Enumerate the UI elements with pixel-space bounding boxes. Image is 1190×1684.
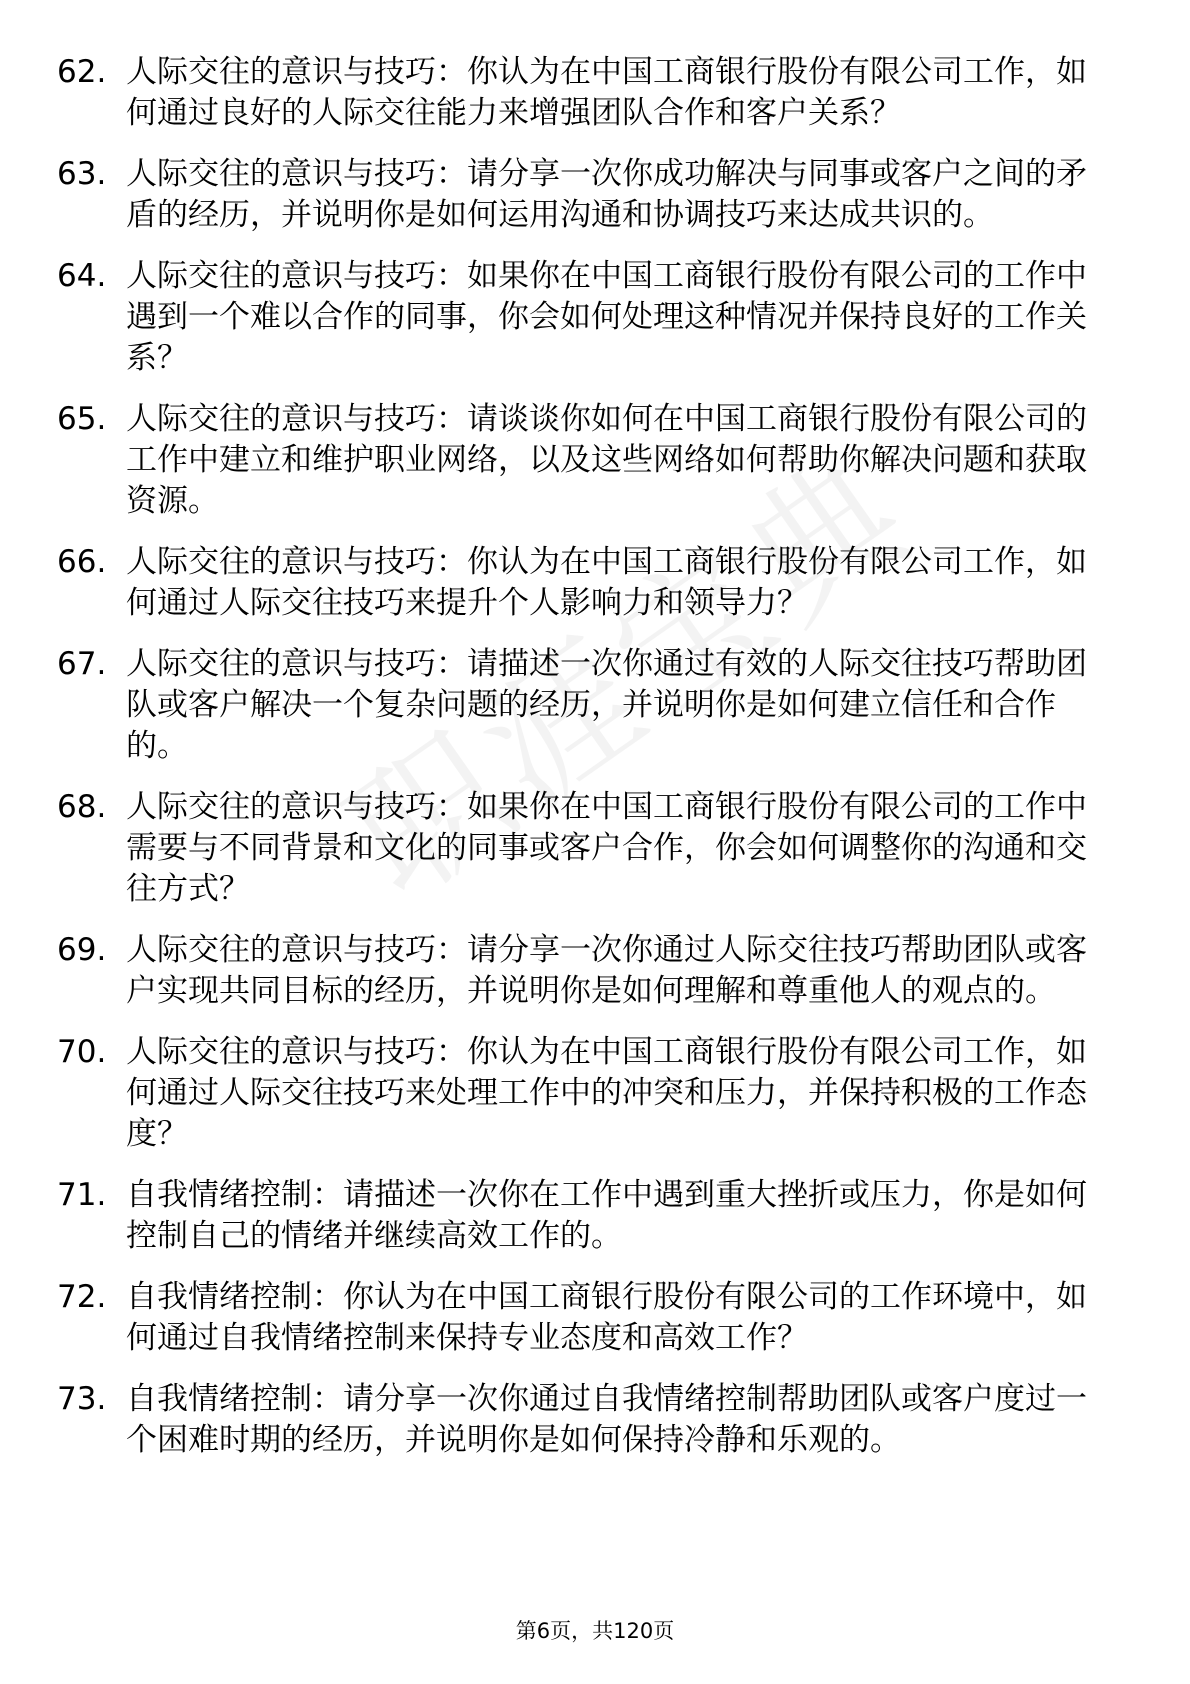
question-item <box>57 1379 1117 1461</box>
question-number: 62. <box>57 54 107 90</box>
question-item <box>57 399 1117 522</box>
question-item <box>57 1175 1117 1257</box>
question-text: 自我情绪控制：请分享一次你通过自我情绪控制帮助团队或客户度过一个困难时期的经历，并说明你是如何保持冷静和乐观的。 <box>126 1381 1087 1458</box>
question-number: 66. <box>57 544 107 580</box>
question-number: 64. <box>57 258 107 294</box>
question-number: 68. <box>57 789 107 825</box>
question-item <box>57 154 1117 236</box>
question-item <box>57 644 1117 767</box>
question-item <box>57 542 1117 624</box>
question-number: 69. <box>57 932 107 968</box>
question-text: 人际交往的意识与技巧：如果你在中国工商银行股份有限公司的工作中遇到一个难以合作的同事，你会如何处理这种情况并保持良好的工作关系？ <box>126 258 1087 376</box>
question-number: 70. <box>57 1034 107 1070</box>
question-text: 人际交往的意识与技巧：请分享一次你成功解决与同事或客户之间的矛盾的经历，并说明你是如何运用沟通和协调技巧来达成共识的。 <box>126 156 1087 233</box>
question-item <box>57 256 1117 379</box>
page-footer <box>0 1618 1190 1644</box>
question-number: 72. <box>57 1279 107 1315</box>
question-text: 人际交往的意识与技巧：如果你在中国工商银行股份有限公司的工作中需要与不同背景和文化的同事或客户合作，你会如何调整你的沟通和交往方式？ <box>126 789 1087 907</box>
question-number: 73. <box>57 1381 107 1417</box>
question-list <box>57 52 1117 1481</box>
question-item <box>57 787 1117 910</box>
question-number: 63. <box>57 156 107 192</box>
question-number: 71. <box>57 1177 107 1213</box>
question-item <box>57 1032 1117 1155</box>
question-item <box>57 930 1117 1012</box>
question-text: 人际交往的意识与技巧：请分享一次你通过人际交往技巧帮助团队或客户实现共同目标的经历，并说明你是如何理解和尊重他人的观点的。 <box>126 932 1087 1009</box>
question-text: 自我情绪控制：请描述一次你在工作中遇到重大挫折或压力，你是如何控制自己的情绪并继续高效工作的。 <box>126 1177 1087 1254</box>
question-text: 自我情绪控制：你认为在中国工商银行股份有限公司的工作环境中，如何通过自我情绪控制来保持专业态度和高效工作？ <box>126 1279 1087 1356</box>
question-number: 67. <box>57 646 107 682</box>
question-text: 人际交往的意识与技巧：你认为在中国工商银行股份有限公司工作，如何通过人际交往技巧来提升个人影响力和领导力？ <box>126 544 1087 621</box>
question-number: 65. <box>57 401 107 437</box>
page-number: 第6页，共120页 <box>515 1619 675 1643</box>
question-text: 人际交往的意识与技巧：请谈谈你如何在中国工商银行股份有限公司的工作中建立和维护职业网络，以及这些网络如何帮助你解决问题和获取资源。 <box>126 401 1087 519</box>
question-text: 人际交往的意识与技巧：请描述一次你通过有效的人际交往技巧帮助团队或客户解决一个复杂问题的经历，并说明你是如何建立信任和合作的。 <box>126 646 1087 764</box>
question-item <box>57 1277 1117 1359</box>
question-item <box>57 52 1117 134</box>
question-text: 人际交往的意识与技巧：你认为在中国工商银行股份有限公司工作，如何通过人际交往技巧来处理工作中的冲突和压力，并保持积极的工作态度？ <box>126 1034 1087 1152</box>
question-text: 人际交往的意识与技巧：你认为在中国工商银行股份有限公司工作，如何通过良好的人际交往能力来增强团队合作和客户关系？ <box>126 54 1087 131</box>
